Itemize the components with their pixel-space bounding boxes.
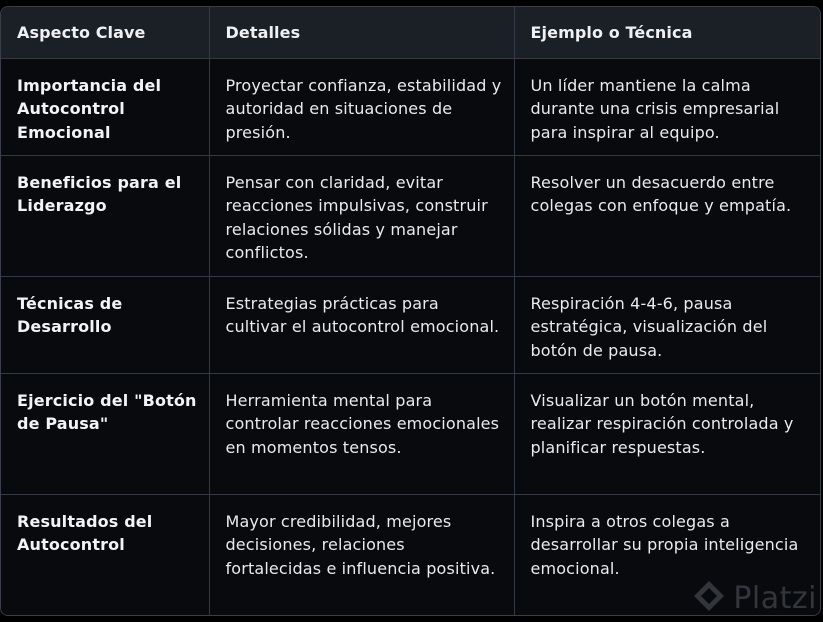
header-aspecto-clave: Aspecto Clave — [1, 7, 209, 58]
cell-details: Estrategias prácticas para cultivar el autocontrol emocional. — [209, 276, 514, 373]
header-ejemplo-tecnica: Ejemplo o Técnica — [514, 7, 820, 58]
cell-aspect: Resultados del Autocontrol — [1, 494, 209, 615]
cell-details: Herramienta mental para controlar reacciones emocionales en momentos tensos. — [209, 373, 514, 494]
cell-details: Mayor credibilidad, mejores decisiones, relaciones fortalecidas e influencia positiva. — [209, 494, 514, 615]
cell-aspect: Técnicas de Desarrollo — [1, 276, 209, 373]
cell-details: Pensar con claridad, evitar reacciones impulsivas, construir relaciones sólidas y manejar conflictos. — [209, 155, 514, 276]
table-row — [1, 155, 820, 276]
table-header-row — [1, 7, 820, 58]
cell-aspect: Importancia del Autocontrol Emocional — [1, 58, 209, 155]
platzi-watermark-text: Platzi — [733, 580, 817, 616]
cell-aspect: Ejercicio del "Botón de Pausa" — [1, 373, 209, 494]
cell-example: Inspira a otros colegas a desarrollar su propia inteligencia emocional. — [514, 494, 820, 615]
cell-example: Resolver un desacuerdo entre colegas con enfoque y empatía. — [514, 155, 820, 276]
cell-example: Un líder mantiene la calma durante una crisis empresarial para inspirar al equipo. — [514, 58, 820, 155]
summary-table-container — [0, 6, 821, 616]
table-row — [1, 58, 820, 155]
header-detalles: Detalles — [209, 7, 514, 58]
cell-example: Respiración 4-4-6, pausa estratégica, visualización del botón de pausa. — [514, 276, 820, 373]
table-row — [1, 373, 820, 494]
cell-aspect: Beneficios para el Liderazgo — [1, 155, 209, 276]
cell-example: Visualizar un botón mental, realizar respiración controlada y planificar respuestas. — [514, 373, 820, 494]
summary-table — [1, 7, 820, 615]
table-row — [1, 276, 820, 373]
table-row — [1, 494, 820, 615]
cell-details: Proyectar confianza, estabilidad y autoridad en situaciones de presión. — [209, 58, 514, 155]
